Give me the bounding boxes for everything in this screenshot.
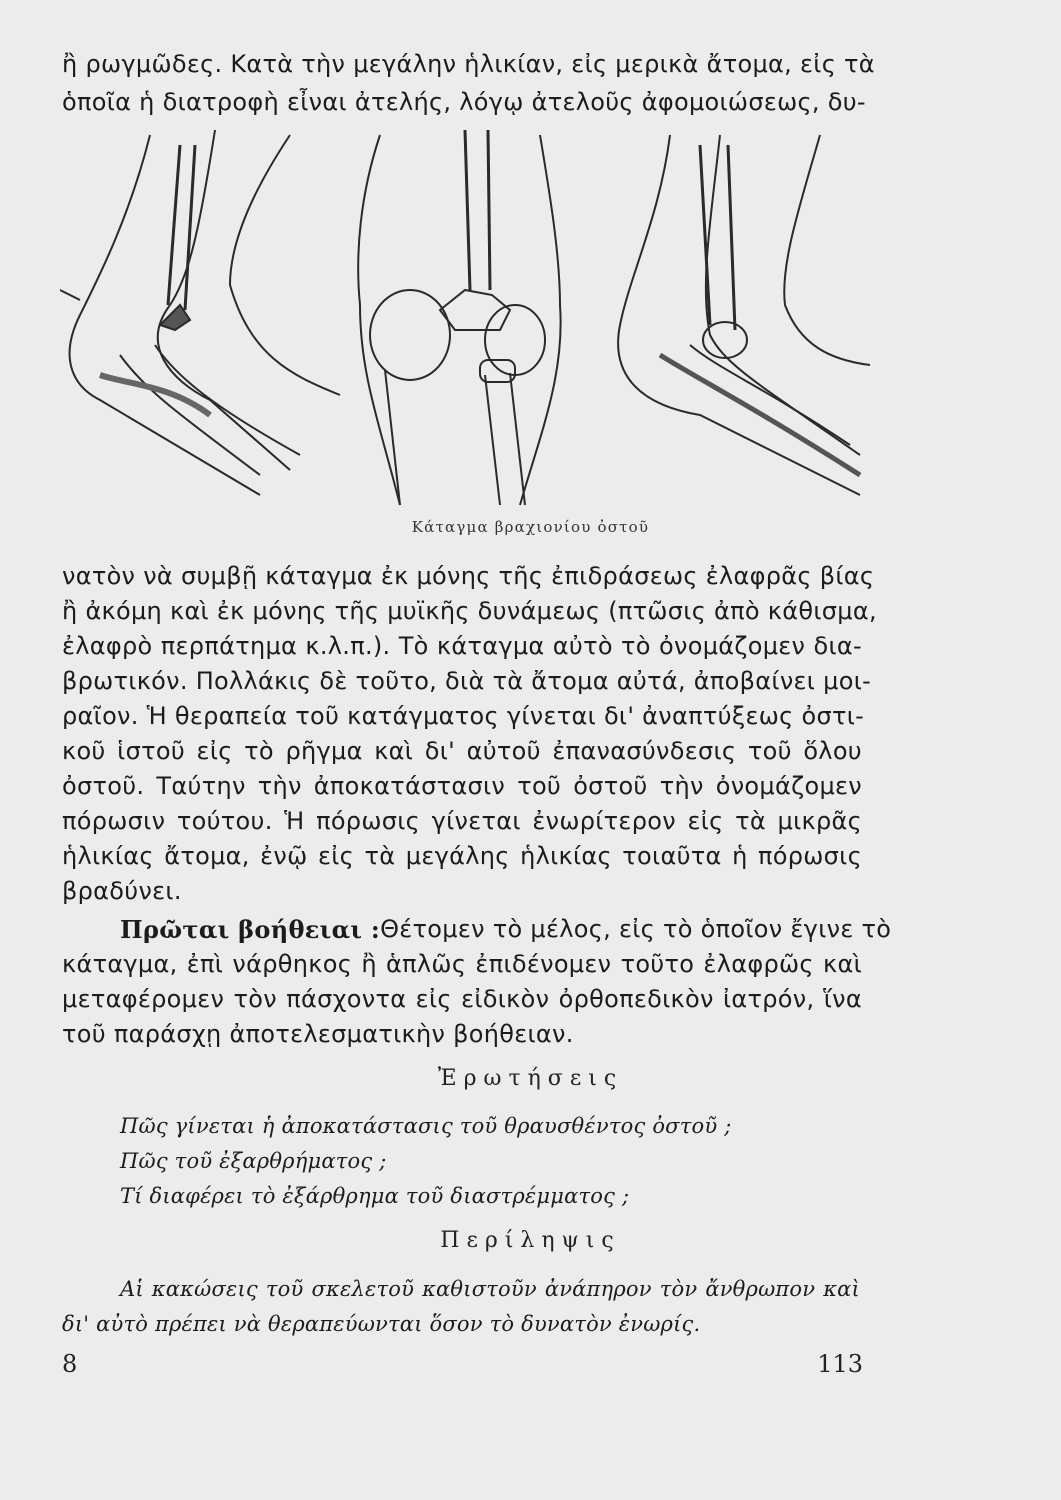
text-line: ἐλαφρὸ περπάτημα κ.λ.π.). Τὸ κάταγμα αὐτὸ τὸ ὀνομάζομεν δια- [62,632,862,660]
text-line: βραδύνει. [62,877,182,905]
text-line: κοῦ ἱστοῦ εἰς τὸ ρῆγμα καὶ δι' αὐτοῦ ἐπανασύνδεσις τοῦ ὅλου [62,737,862,765]
text-line: ἢ ἀκόμη καὶ ἐκ μόνης τῆς μυϊκῆς δυνάμεως (πτῶσις ἀπὸ κάθισμα, [62,597,877,625]
text-line: Θέτομεν τὸ μέλος, εἰς τὸ ὁποῖον ἔγινε τὸ [380,915,892,943]
text-line: ραῖον. Ἡ θεραπεία τοῦ κατάγματος γίνεται δι' ἀναπτύξεως ὀστι- [62,702,865,730]
text-line: βρωτικόν. Πολλάκις δὲ τοῦτο, διὰ τὰ ἄτομα αὐτά, ἀποβαίνει μοι- [62,667,872,695]
summary-line: δι' αὐτὸ πρέπει νὰ θεραπεύωνται ὅσον τὸ δυνατὸν ἐνωρίς. [62,1312,701,1336]
text-line: μεταφέρομεν τὸν πάσχοντα εἰς εἰδικὸν ὀρθοπεδικὸν ἰατρόν, ἵνα [62,985,862,1013]
questions-heading: Ἐρωτήσεις [437,1066,624,1091]
fracture-panel-middle [358,130,560,505]
question-item: Πῶς γίνεται ἡ ἀποκατάστασις τοῦ θραυσθέντος ὀστοῦ ; [120,1114,732,1138]
footer-signature-number: 8 [62,1350,78,1378]
text-line: πόρωσιν τούτου. Ἡ πόρωσις γίνεται ἐνωρίτερον εἰς τὰ μικρᾶς [62,807,862,835]
summary-heading: Περίληψις [440,1228,621,1253]
text-line: ὁποῖα ἡ διατροφὴ εἶναι ἀτελής, λόγῳ ἀτελοῦς ἀφομοιώσεως, δυ- [62,88,866,116]
first-aid-paragraph-start [62,915,892,944]
text-line: νατὸν νὰ συμβῇ κάταγμα ἐκ μόνης τῆς ἐπιδράσεως ἐλαφρᾶς βίας [62,562,875,590]
fracture-panel-left [60,130,340,495]
text-line: ὀστοῦ. Ταύτην τὴν ἀποκατάστασιν τοῦ ὀστοῦ τὴν ὀνομάζομεν [62,772,862,800]
text-line: κάταγμα, ἐπὶ νάρθηκος ἢ ἁπλῶς ἐπιδένομεν τοῦτο ἐλαφρῶς καὶ [62,950,862,978]
question-item: Πῶς τοῦ ἐξαρθρήματος ; [120,1149,387,1173]
question-item: Τί διαφέρει τὸ ἐξάρθρημα τοῦ διαστρέμματος ; [120,1184,630,1208]
figure-caption: Κάταγμα βραχιονίου ὀστοῦ [411,518,650,536]
page-number: 113 [817,1350,863,1378]
text-line: ἡλικίας ἄτομα, ἐνῷ εἰς τὰ μεγάλης ἡλικίας τοιαῦτα ἡ πόρωσις [62,842,862,870]
summary-line: Αἱ κακώσεις τοῦ σκελετοῦ καθιστοῦν ἀνάπηρον τὸν ἄνθρωπον καὶ [120,1277,860,1301]
humerus-fracture-illustration [60,115,880,510]
fracture-panel-right [618,135,870,495]
text-line: τοῦ παράσχῃ ἀποτελεσματικὴν βοήθειαν. [62,1020,574,1048]
text-line: ἢ ρωγμῶδες. Κατὰ τὴν μεγάλην ἡλικίαν, εἰς μερικὰ ἄτομα, εἰς τὰ [62,50,875,78]
first-aid-label: Πρῶται βοήθειαι : [120,915,381,944]
